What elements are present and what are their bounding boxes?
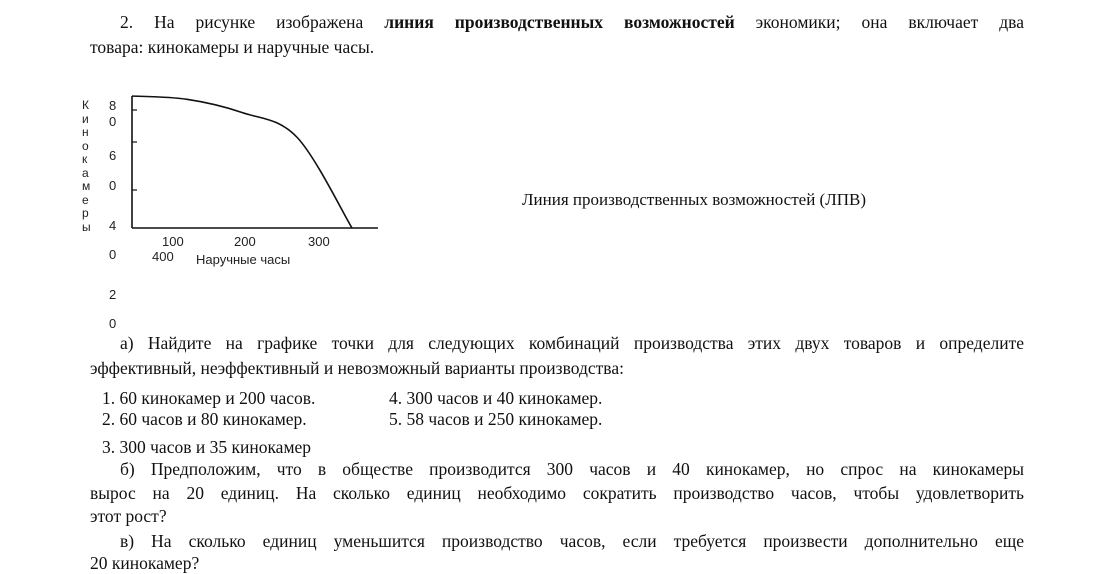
y-label-letter: к (82, 152, 88, 166)
ppf-chart (70, 90, 410, 340)
task-b-line-2: вырос на 20 единиц. На сколько единиц необходимо сократить производство часов, чтобы удовлетворить (90, 483, 1024, 503)
y-tick-char: 0 (109, 316, 117, 331)
y-label-letter: р (82, 206, 89, 220)
intro-pre: 2. На рисунке изображена (120, 12, 385, 32)
intro-bold-term: линия производственных возможностей (384, 12, 735, 32)
task-c-line-1: в) На сколько единиц уменьшится производство часов, если требуется произвести дополнительно еще (120, 531, 1024, 551)
y-label-letter: н (82, 125, 89, 139)
list-item-1: 1. 60 кинокамер и 200 часов. (102, 388, 316, 408)
y-tick-char: 6 (109, 148, 117, 163)
y-tick-char: 4 (109, 218, 117, 233)
y-label-letter: ы (82, 219, 91, 234)
x-axis-label: Наручные часы (196, 252, 291, 267)
y-label-letter: е (82, 192, 89, 207)
chart-title: Линия производственных возможностей (ЛПВ) (522, 190, 867, 209)
task-b-line-1: б) Предположим, что в обществе производится 300 часов и 40 кинокамер, но спрос на кинокамеры (120, 459, 1024, 479)
list-item-3: 3. 300 часов и 35 кинокамер (102, 437, 312, 457)
y-tick-char: 0 (109, 114, 117, 129)
intro-line-2: товара: кинокамеры и наручные часы. (90, 37, 375, 57)
y-label-letter: о (82, 138, 89, 153)
x-tick-200: 200 (234, 234, 256, 249)
list-item-4: 4. 300 часов и 40 кинокамер. (389, 388, 603, 408)
intro-line-1 (90, 12, 1024, 33)
y-label-letter: и (82, 111, 89, 126)
task-a-line-1: а) Найдите на графике точки для следующих комбинаций производства этих двух товаров и определите (120, 333, 1024, 353)
ppf-curve (132, 96, 352, 228)
task-c-line-2: 20 кинокамер? (90, 553, 200, 573)
list-item-2: 2. 60 часов и 80 кинокамер. (102, 409, 307, 429)
y-label-letter: К (82, 98, 89, 112)
y-tick-char: 2 (109, 287, 117, 302)
y-label-letter: м (82, 179, 91, 193)
list-item-5: 5. 58 часов и 250 кинокамер. (389, 409, 603, 429)
intro-post: экономики; она включает два (734, 12, 1024, 32)
task-a-line-2: эффективный, неэффективный и невозможный варианты производства: (90, 358, 624, 378)
x-tick-400: 400 (152, 249, 174, 264)
y-tick-char: 0 (109, 247, 117, 262)
y-label-letter: а (82, 165, 89, 180)
task-b-line-3: этот рост? (90, 506, 167, 526)
x-tick-300: 300 (308, 234, 330, 249)
x-tick-100: 100 (162, 234, 184, 249)
y-tick-char: 0 (109, 178, 117, 193)
y-tick-char: 8 (109, 98, 117, 113)
